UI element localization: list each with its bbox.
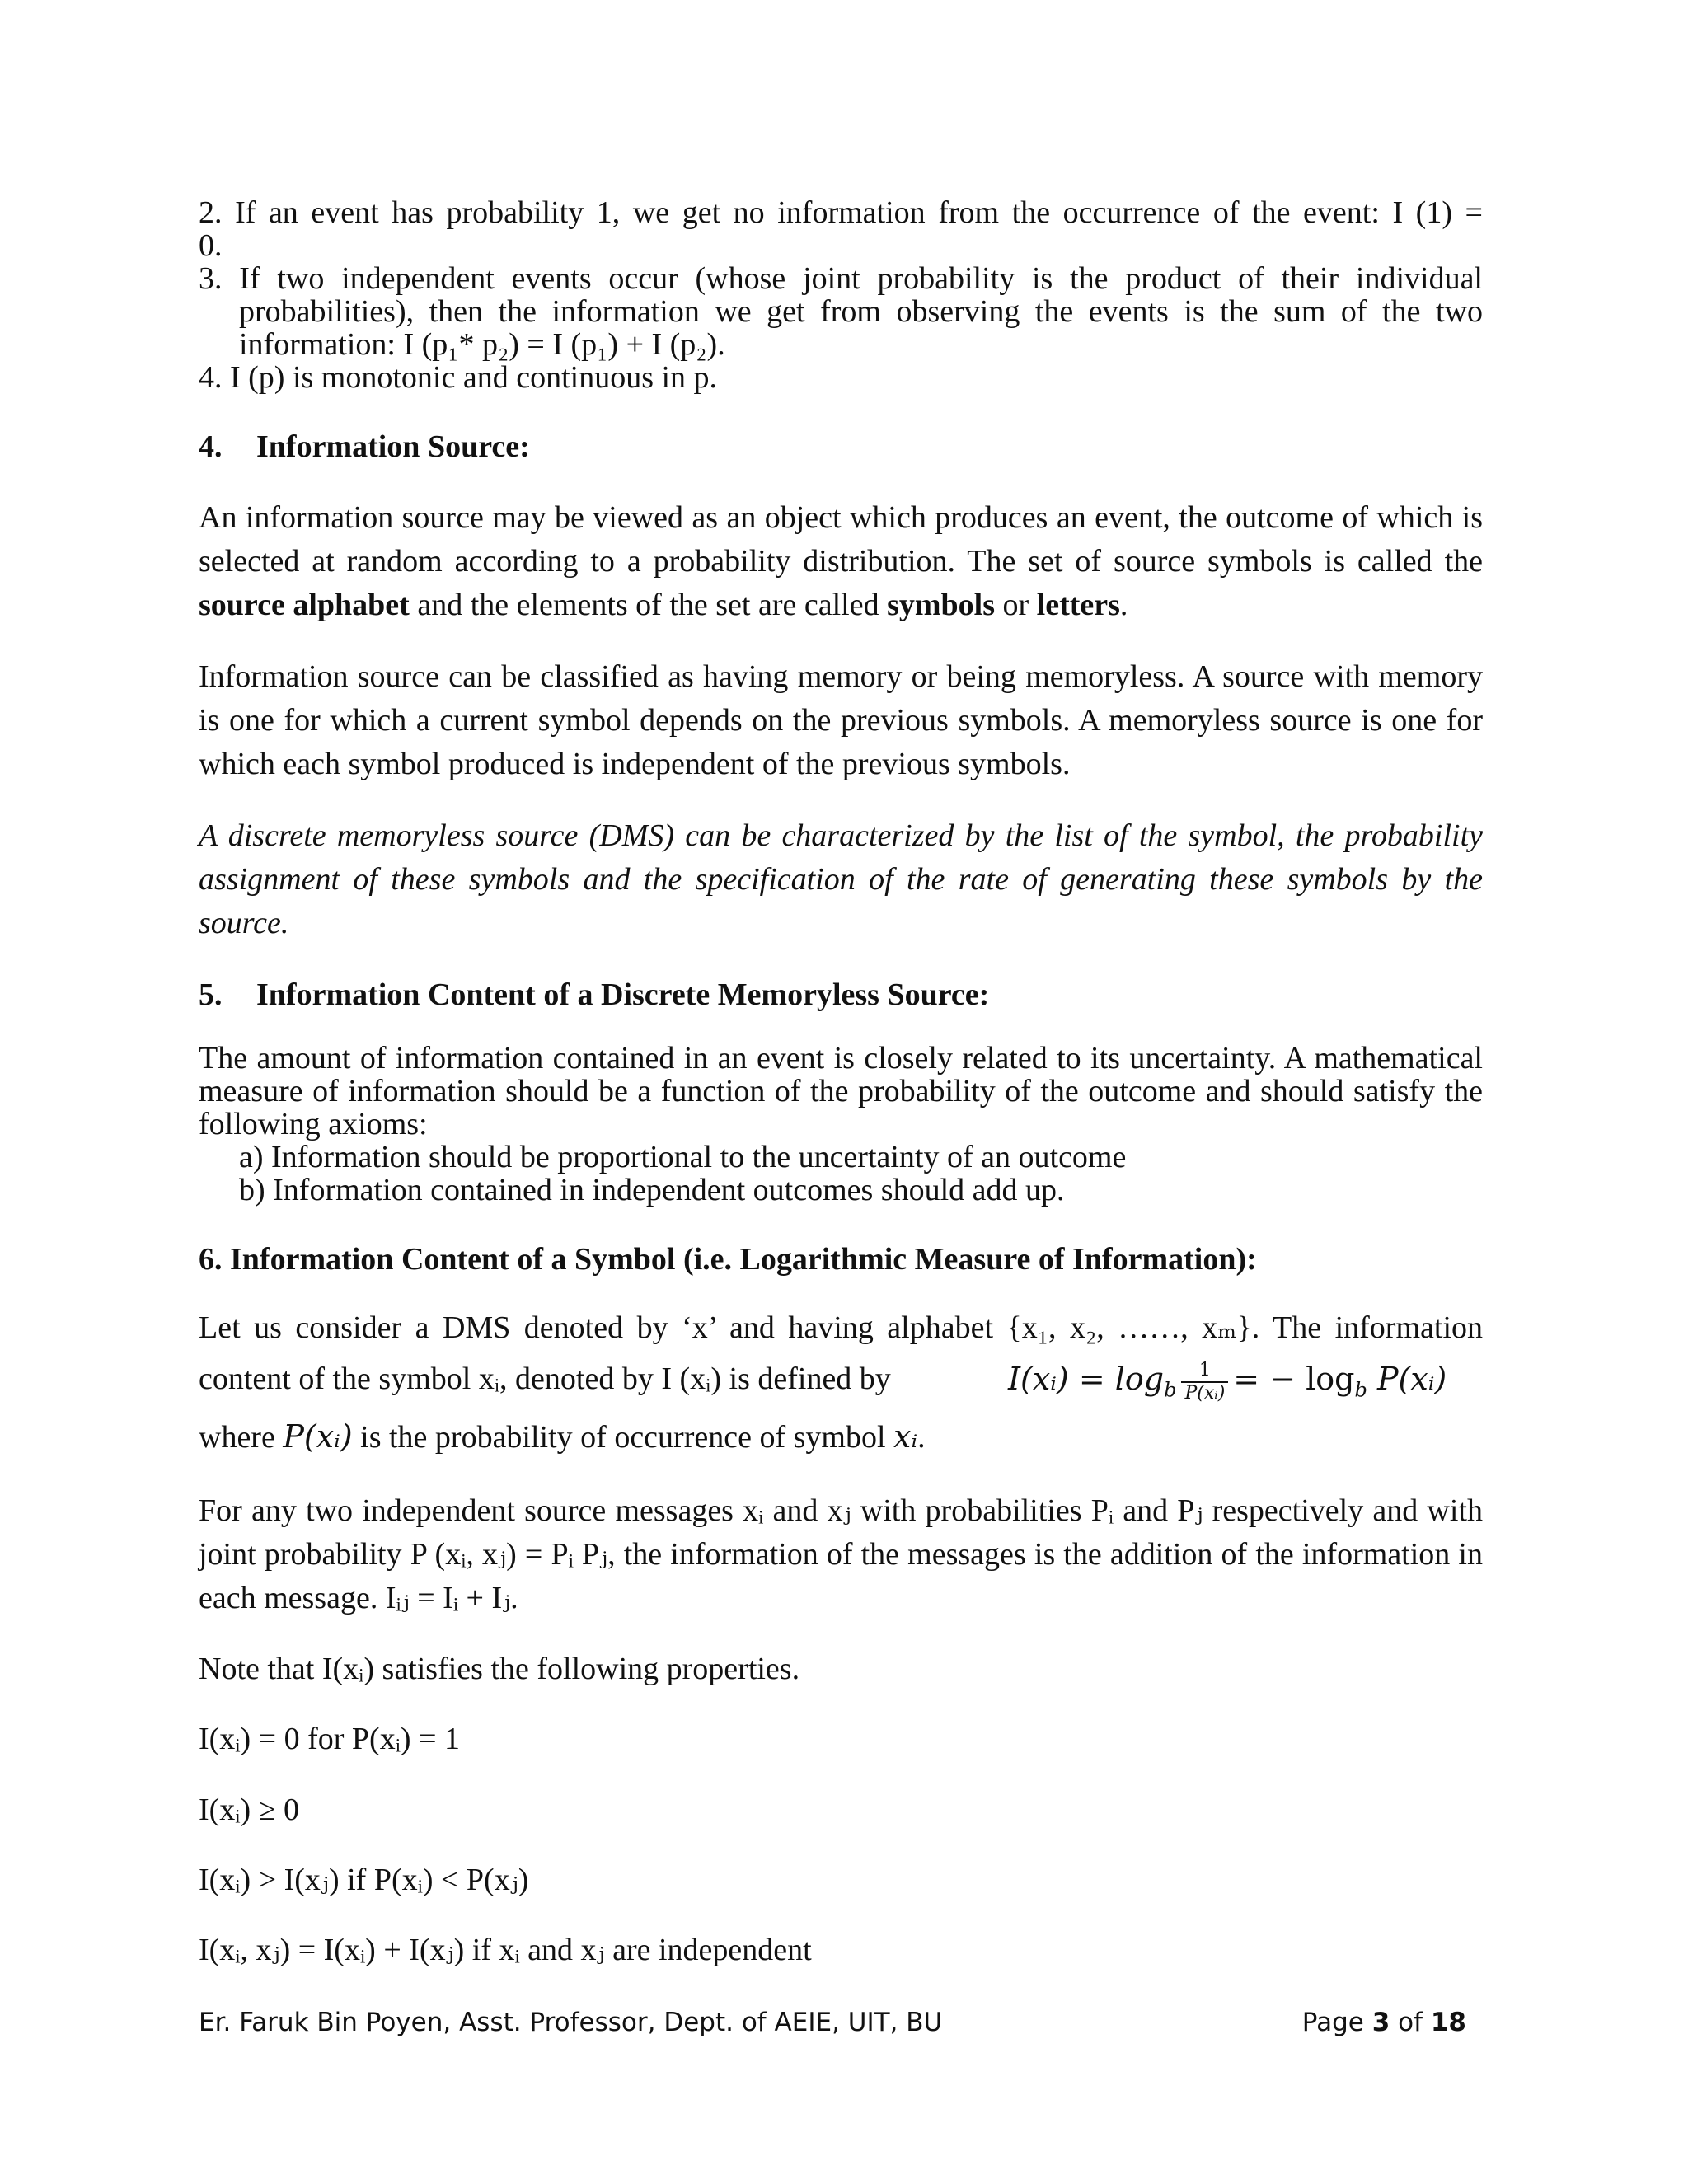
list-item-3-line3: information: I (p₁* p₂) = I (p₁) + I (p₂).	[239, 327, 725, 362]
term-symbols: symbols	[887, 588, 995, 622]
text-run: An information source may be viewed as an object which produces an event, the outcome of which is selected at random according to a probability distribution. The set of source symbols is called the	[199, 500, 1483, 579]
current-page: 3	[1372, 2008, 1390, 2037]
list-item-4: 4. I (p) is monotonic and continuous in p.	[199, 360, 718, 395]
property-2: I(xᵢ) ≥ 0	[199, 1793, 300, 1827]
property-4: I(xᵢ, xⱼ) = I(xᵢ) + I(xⱼ) if xᵢ and xⱼ are independent	[199, 1933, 812, 1967]
section-5-heading	[199, 973, 1483, 1017]
text-run: content of the symbol xᵢ, denoted by I (xᵢ) is defined by	[199, 1361, 891, 1396]
section-5-paragraph: The amount of information contained in an event is closely related to its uncertainty. A mathematical measure of information should be a function of the probability of the outcome and should satisfy the following axioms:	[199, 1041, 1483, 1141]
axiom-b: b) Information contained in independent outcomes should add up.	[239, 1173, 1065, 1207]
section-number: 4.	[199, 429, 223, 464]
section-6-heading: 6. Information Content of a Symbol (i.e. Logarithmic Measure of Information):	[199, 1242, 1257, 1277]
section-title: Information Source:	[256, 429, 530, 464]
axiom-a: a) Information should be proportional to the uncertainty of an outcome	[239, 1140, 1127, 1174]
fraction-denominator: P(xᵢ)	[1184, 1383, 1226, 1404]
math-xi: xᵢ	[893, 1418, 918, 1455]
section-4-paragraph-3: A discrete memoryless source (DMS) can be characterized by the list of the symbol, the probability assignment of these symbols and the specification of the rate of generating these symbols by the source.	[199, 818, 1483, 940]
text-run: or	[995, 588, 1037, 622]
information-formula	[1008, 1354, 1447, 1404]
list-item-2-line2: 0.	[199, 228, 223, 263]
fraction-numerator: 1	[1181, 1360, 1228, 1383]
text-run: where	[199, 1420, 284, 1455]
formula-rhs-base: b	[1354, 1378, 1367, 1402]
section-6-paragraph-2: For any two independent source messages xᵢ and xⱼ with probabilities Pᵢ and Pⱼ respectively and with joint probability P (xᵢ, xⱼ) = Pᵢ Pⱼ, the information of the messages is the addition of the information in each message. Iᵢⱼ = Iᵢ + Iⱼ.	[199, 1493, 1483, 1615]
section-6-paragraph-1-line2	[199, 1354, 1483, 1404]
term-source-alphabet: source alphabet	[199, 588, 410, 622]
math-p-xi: P(xᵢ)	[283, 1418, 353, 1455]
formula-fraction	[1181, 1360, 1228, 1404]
footer-author: Er. Faruk Bin Poyen, Asst. Professor, Dept. of AEIE, UIT, BU	[199, 2008, 943, 2037]
term-letters: letters	[1036, 588, 1120, 622]
section-4-paragraph-1	[199, 496, 1483, 627]
formula-rhs-arg: P(xᵢ)	[1367, 1361, 1447, 1397]
section-title: Information Content of a Discrete Memoryless Source:	[256, 977, 990, 1012]
section-6-paragraph-1-line3	[199, 1415, 1483, 1460]
text-run: .	[1119, 588, 1128, 622]
text-run: .	[917, 1420, 926, 1455]
property-3: I(xᵢ) > I(xⱼ) if P(xᵢ) < P(xⱼ)	[199, 1863, 529, 1897]
text-run: and the elements of the set are called	[409, 588, 888, 622]
list-item-3-line1: 3. If two independent events occur (whose joint probability is the product of their individual	[199, 261, 1483, 296]
text-run: is the probability of occurrence of symbol	[352, 1420, 894, 1455]
section-6-note: Note that I(xᵢ) satisfies the following properties.	[199, 1652, 800, 1686]
list-item-2-line1: 2. If an event has probability 1, we get no information from the occurrence of the event: I (1) =	[199, 195, 1483, 230]
formula-lhs: I(xᵢ) = log	[1008, 1361, 1165, 1397]
section-4-paragraph-2: Information source can be classified as having memory or being memoryless. A source with memory is one for which a current symbol depends on the previous symbols. A memoryless source is one for which each symbol produced is independent of the previous symbols.	[199, 659, 1483, 781]
section-number: 5.	[199, 977, 223, 1012]
footer-page-number	[1302, 2008, 1466, 2037]
section-4-heading	[199, 425, 1483, 469]
formula-rhs: = − log	[1233, 1361, 1355, 1397]
text-run: Page	[1301, 2008, 1372, 2037]
text-run: of	[1390, 2008, 1431, 2037]
total-pages: 18	[1430, 2008, 1466, 2037]
section-6-paragraph-1-line1: Let us consider a DMS denoted by ‘x’ and having alphabet {x₁, x₂, ……, xₘ}. The information	[199, 1310, 1483, 1345]
formula-base: b	[1164, 1378, 1177, 1402]
property-1: I(xᵢ) = 0 for P(xᵢ) = 1	[199, 1722, 461, 1756]
list-item-3-line2: probabilities), then the information we get from observing the events is the sum of the two	[239, 294, 1483, 329]
